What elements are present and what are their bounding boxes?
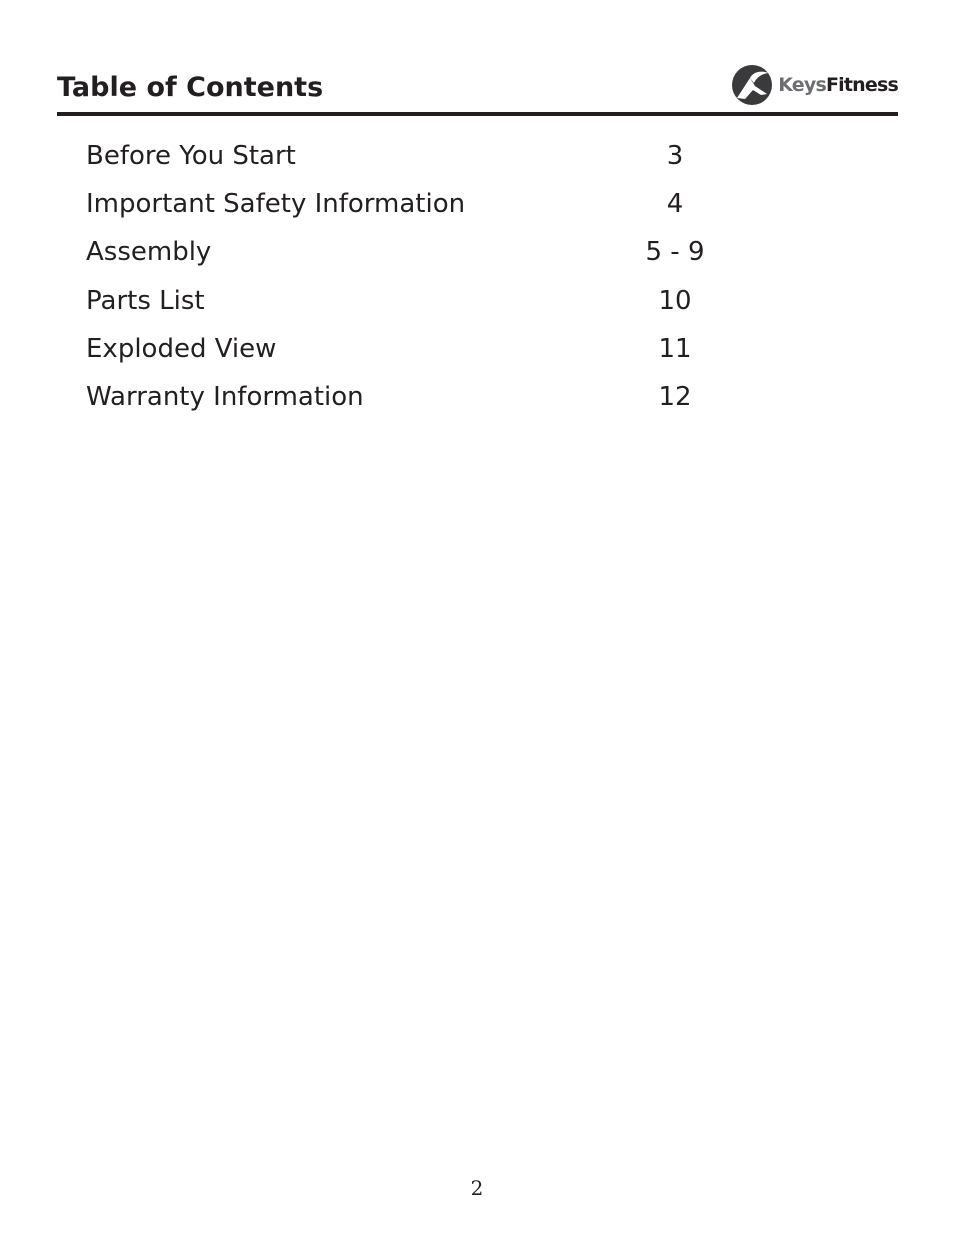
toc-entry-page: 3 <box>666 141 684 171</box>
toc-entry-label: Important Safety Information <box>86 189 466 220</box>
toc-entry-label: Assembly <box>86 237 212 268</box>
logo-text-keys: Keys <box>778 73 826 96</box>
toc-entry-page: 10 <box>658 285 692 316</box>
keysfitness-logo <box>731 63 898 107</box>
toc-entry-important-safety-information[interactable] <box>86 184 786 232</box>
header-divider <box>57 112 898 116</box>
toc-entry-parts-list[interactable] <box>86 281 786 329</box>
toc-entry-exploded-view[interactable] <box>86 329 786 377</box>
page-number: 2 <box>470 1176 484 1200</box>
toc-entry-page: 12 <box>658 381 692 412</box>
toc-entry-assembly[interactable] <box>86 232 786 280</box>
toc-entry-page: 5 - 9 <box>645 237 705 268</box>
logo-text-fitness: Fitness <box>825 73 898 96</box>
page-header <box>57 62 898 116</box>
logo-wordmark <box>778 73 898 96</box>
toc-entry-warranty-information[interactable] <box>86 377 786 425</box>
toc-entry-label: Exploded View <box>86 333 277 364</box>
keysfitness-logo-icon <box>731 64 773 106</box>
toc-entry-page: 4 <box>666 189 684 220</box>
toc-entry-label: Before You Start <box>86 141 296 171</box>
toc-entry-label: Warranty Information <box>86 381 364 412</box>
toc-entry-label: Parts List <box>86 285 205 316</box>
toc-entry-page: 11 <box>658 333 692 364</box>
table-of-contents <box>86 136 786 425</box>
toc-entry-before-you-start[interactable] <box>86 136 786 184</box>
page-title: Table of Contents <box>57 72 324 103</box>
